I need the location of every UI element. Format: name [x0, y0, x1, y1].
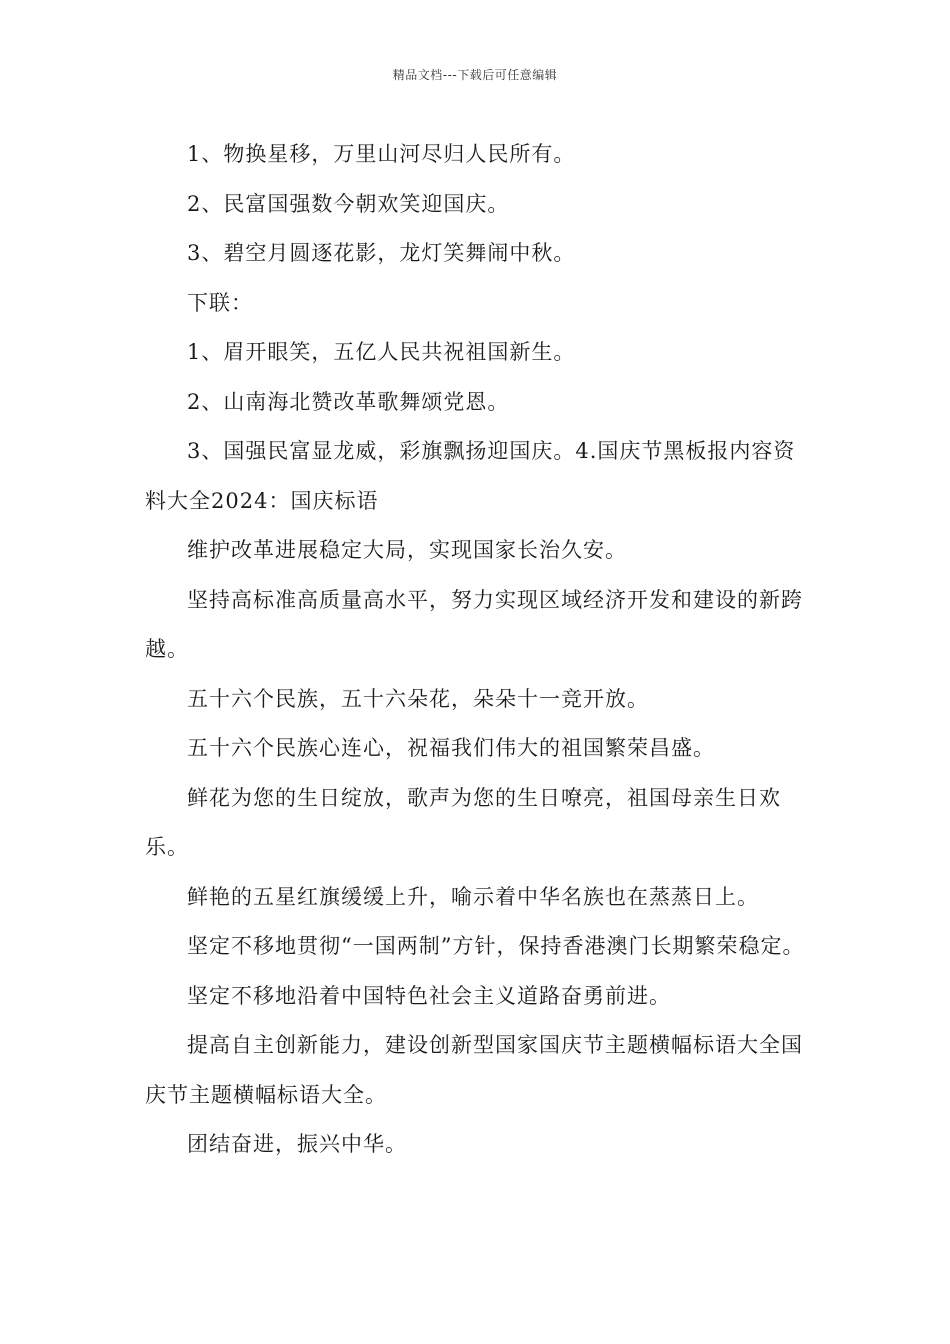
paragraph: 鲜花为您的生日绽放，歌声为您的生日嘹亮，祖国母亲生日欢乐。: [145, 785, 781, 859]
paragraph: 1、物换星移，万里山河尽归人民所有。: [187, 142, 576, 166]
paragraph: 五十六个民族，五十六朵花，朵朵十一竞开放。: [187, 686, 649, 711]
paragraph: 1、眉开眼笑，五亿人民共祝祖国新生。: [187, 340, 576, 364]
paragraph: 2、山南海北赞改革歌舞颂党恩。: [187, 389, 510, 414]
paragraph: 3、碧空月圆逐花影，龙灯笑舞闹中秋。: [187, 241, 576, 265]
paragraph: 维护改革进展稳定大局，实现国家长治久安。: [187, 538, 627, 562]
paragraph: 团结奋进，振兴中华。: [187, 1132, 407, 1156]
paragraph: 鲜艳的五星红旗缓缓上升，喻示着中华名族也在蒸蒸日上。: [187, 884, 759, 909]
paragraph: 提高自主创新能力，建设创新型国家国庆节主题横幅标语大全国庆节主题横幅标语大全。: [145, 1033, 803, 1107]
document-body: [145, 130, 807, 1170]
paragraph: 坚定不移地沿着中国特色社会主义道路奋勇前进。: [187, 983, 671, 1008]
paragraph: 坚定不移地贯彻“一国两制”方针，保持香港澳门长期繁荣稳定。: [187, 934, 805, 958]
paragraph: 五十六个民族心连心，祝福我们伟大的祖国繁荣昌盛。: [187, 736, 715, 760]
paragraph: 3、国强民富显龙威，彩旗飘扬迎国庆。4.国庆节黑板报内容资料大全2024：国庆标语: [145, 439, 796, 513]
paragraph: 坚持高标准高质量高水平，努力实现区域经济开发和建设的新跨越。: [145, 587, 803, 661]
paragraph: 2、民富国强数今朝欢笑迎国庆。: [187, 191, 510, 216]
page-header: 精品文档---下载后可任意编辑: [392, 68, 558, 82]
section-heading: 下联：: [187, 290, 253, 315]
